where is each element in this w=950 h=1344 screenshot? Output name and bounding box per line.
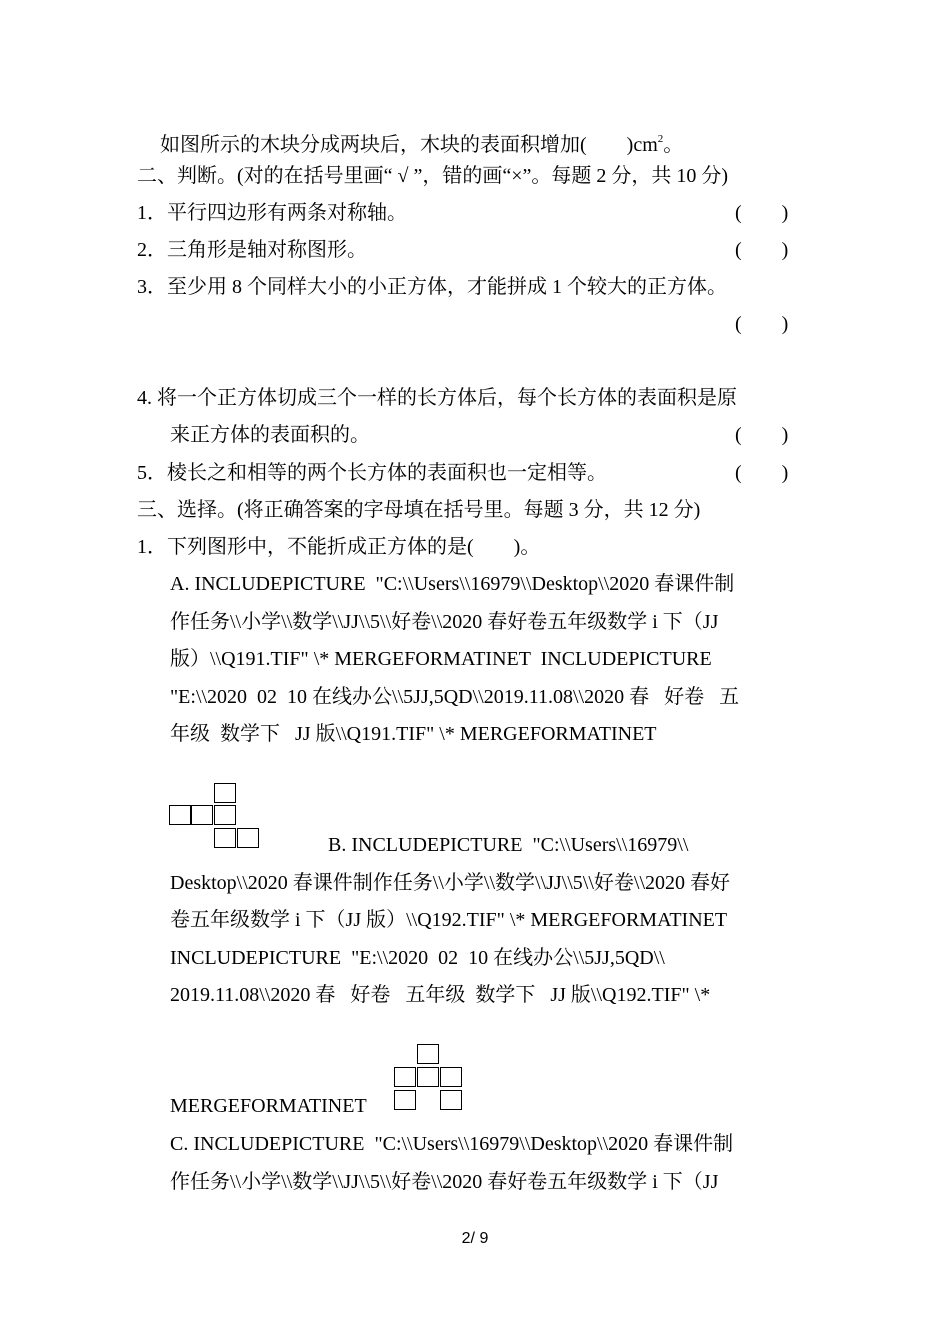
judge-question-5: 5．棱长之和相等的两个长方体的表面积也一定相等。 (137, 462, 607, 484)
option-a-line-3: 版）\\Q191.TIF" \* MERGEFORMATINET INCLUDEPICTURE (170, 648, 712, 670)
option-b-line-3: 卷五年级数学 i 下（JJ 版）\\Q192.TIF" \* MERGEFORMATINET (170, 909, 728, 931)
option-b-line-4: INCLUDEPICTURE "E:\\2020 02 10 在线办公\\5JJ,5QD\\ (170, 947, 665, 969)
option-a-line-1: A. INCLUDEPICTURE "C:\\Users\\16979\\Desktop\\2020 春课件制 (170, 573, 735, 595)
option-b-line-6: MERGEFORMATINET (170, 1095, 367, 1117)
answer-blank-3[interactable]: ( ) (735, 313, 789, 335)
option-a-line-5: 年级 数学下 JJ 版\\Q191.TIF" \* MERGEFORMATINET (170, 723, 657, 745)
page-number: 2/ 9 (461, 1230, 489, 1247)
option-a-line-2: 作任务\\小学\\数学\\JJ\\5\\好卷\\2020 春好卷五年级数学 i 下（JJ (170, 611, 719, 633)
option-b-line-2: Desktop\\2020 春课件制作任务\\小学\\数学\\JJ\\5\\好卷\\2020 春好 (170, 872, 731, 894)
option-a-cube-net (169, 783, 263, 851)
answer-blank-4[interactable]: ( ) (735, 424, 789, 446)
judge-question-4-line-1: 4. 将一个正方体切成三个一样的长方体后，每个长方体的表面积是原 (137, 387, 737, 409)
option-c-line-2: 作任务\\小学\\数学\\JJ\\5\\好卷\\2020 春好卷五年级数学 i 下（JJ (170, 1171, 719, 1193)
answer-blank-1[interactable]: ( ) (735, 202, 789, 224)
section-3-title: 三、选择。(将正确答案的字母填在括号里。每题 3 分，共 12 分) (137, 499, 701, 521)
option-c-line-1: C. INCLUDEPICTURE "C:\\Users\\16979\\Desktop\\2020 春课件制 (170, 1133, 734, 1155)
answer-blank-5[interactable]: ( ) (735, 462, 789, 484)
option-b-cube-net (394, 1044, 464, 1114)
intro-line: 如图所示的木块分成两块后，木块的表面积增加( )$cm^2$。 (160, 133, 684, 156)
judge-question-1: 1．平行四边形有两条对称轴。 (137, 202, 407, 224)
judge-question-4-line-2: 来正方体的表面积的。 (170, 424, 370, 446)
option-a-line-4: "E:\\2020 02 10 在线办公\\5JJ,5QD\\2019.11.08\\2020 春 好卷 五 (170, 686, 740, 708)
option-b-line-1: B. INCLUDEPICTURE "C:\\Users\\16979\\ (328, 834, 689, 856)
section-2-title: 二、判断。(对的在括号里画“ √ ”，错的画“×”。每题 2 分，共 10 分) (137, 165, 729, 187)
judge-question-2: 2．三角形是轴对称图形。 (137, 239, 367, 261)
answer-blank-2[interactable]: ( ) (735, 239, 789, 261)
option-b-line-5: 2019.11.08\\2020 春 好卷 五年级 数学下 JJ 版\\Q192.TIF" \* (170, 984, 711, 1006)
choice-question-1: 1．下列图形中，不能折成正方体的是( )。 (137, 536, 541, 558)
judge-question-3: 3．至少用 8 个同样大小的小正方体，才能拼成 1 个较大的正方体。 (137, 276, 727, 298)
